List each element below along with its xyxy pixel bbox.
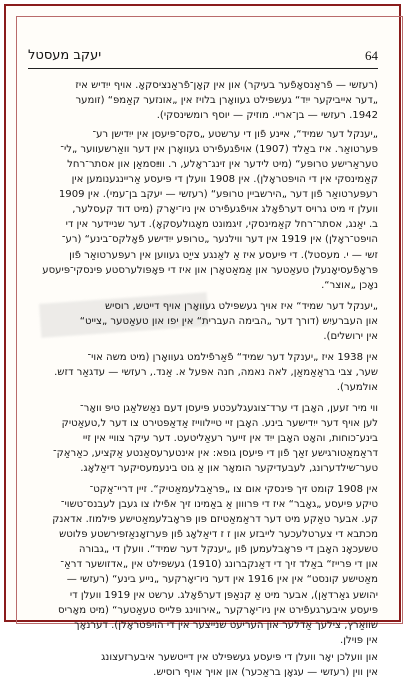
text-line: אין 1938 איז „יענקל דער שמיד“ פֿאַרפֿילמט געוואָרן (מיט משה אוי־ — [87, 351, 378, 363]
text-line: קאַמינסקי אין די הויפּטראָלן). אין 1908 וועלן די פּיעסע אַריינגענומען אין — [71, 174, 378, 186]
text-line: זשי — י. מעסטל). די פּיעסע איז אַ לאַנגע צייַט געווען אין רעפּערטואַר פֿון — [69, 249, 378, 261]
text-line: „דער אייביקער ייִד“ געשפּילט געוואָרן בלויז אין „אונזער קאַמפּ“ (זומער — [75, 95, 378, 107]
text-line: אין 1908 קומט זיך פּינסקי אום צו „פּראַבלעמאַטיק“. זיין דריי־אַקט־ — [89, 484, 378, 496]
text-line: פּראָפֿעסיאָנעלן טעאַטער און אַמאַטאָרן און איז די פּאָפּולערסטע פּינסקי־פּיעסע — [42, 264, 378, 276]
text-line: (רעזשי — פֿראַנסאָפֿער בעיקר) און אין קאָן־פֿראַנציסקאָ. אויף ייִדיש איז — [75, 80, 378, 91]
text-line: ב. יאַנג, אסתר־רחל קאַמינסקי, זיגמונט מאָגולעסקאָ). דער שניידער אין די — [65, 219, 378, 231]
text-line: און וועלכן יאָר וועלן די פּיעסע געשפּילט אין דייטשער איבערזעצונג — [101, 651, 378, 663]
text-line: נאָכן „אוצר“. — [321, 279, 378, 291]
text-line: יהושע גאַרדאַן), אבער מיט אַ קנאַפּן דערפֿאָלג. ערשט אין 1919 וועלן די — [69, 589, 378, 601]
text-line: אין ווין (רעזשי — עגאָן בראַכער) און אויך אויף רוסיש. — [153, 666, 378, 678]
text-line: רעפּערטואַר פֿון דער „הירשביין טרופּע“ (רעזשי — יעקב בן־עמי). אין 1909 — [58, 189, 378, 201]
text-line: טעראַרישע טרופּע“ (מיט לידער אין זינג־ראָלע, ר. ווײַסמאַן און אסתר־רחל — [67, 159, 378, 171]
text-line: מכתבא די צערטלעכער לייבזע און ז ז דיאַלאָג פֿון פּערזאָנאַזפּירשטע פּלוטש — [59, 529, 378, 541]
text-line: טער־שילדערונג, לעבעדיקער הומאָר און אַ גוט בינעמעסיקער דיאַלאָג. — [80, 463, 378, 475]
text-line: קע. אבער טאַקע מיט דער דראַמאַטיזם פּון פּראָבלעמאַטישע פּילמוז. אדאנק — [52, 514, 378, 526]
page-header — [28, 48, 378, 68]
text-line: לען אויף דער ייִדישער בינע. האָבן זיי טיילווייז אַדאַפּטירט צו דער ל‚טעאַטיק — [61, 417, 378, 429]
text-line: שער, צבי בראַאַמאַן, לאה נאמה, חנה אפּעל א. אַנד., רעזשי — עדגאַר דזש. — [54, 366, 378, 378]
page-content — [28, 48, 378, 678]
text-line: און העברעיִש (דורך דער „הבימה העברית“ אין יפו און טעאַטער „צייט“ — [79, 315, 378, 327]
text-line: אולמער). — [336, 381, 378, 393]
text-line: טיקע פּיעסע „גאָבר“ איז די פּרווון אַ באַמינו זיך אפֿילו צו געבן לעבנס־טשוי־ — [60, 499, 378, 511]
text-line: פּערטואַר. איז באַלד (1907) אויפֿגעפֿירט געוואָרן אין דער וואַרשעווער „לי־ — [60, 144, 378, 156]
text-line: „יענקל דער שמיד“, אײנע פֿון די ערשטע „סקס־פּיעסן אין ייִדישן רע־ — [92, 129, 378, 141]
body-text — [28, 78, 378, 678]
text-line: שוואַרץ, צילעך אַדלער און העריעט שנייצער אין די הויפּטראָלן). דערנאָך — [74, 619, 378, 631]
page-number: 64 — [365, 48, 378, 63]
text-line: בינע־כוחות, והאָט האָבן ייִד אין זייער רעאַליטעט. דער עיקר צוויי אין זיי — [82, 433, 378, 445]
text-line: פּיעסע איבערגעפֿירט אין ניו־יאָרקער „אירווינג פּלייס טעאַטער“ (מיט מאָריס — [58, 604, 378, 616]
text-line: דראַמאַטורגישע זאַך פֿון די פּיעסן גופא: אין אינטערעסאַנטע אַקציע, כאַראַק־ — [53, 448, 378, 460]
text-line: מאַטישע קונסט“ אין אין 1916 אין דער ניו־יאָרקער „נייע בינע“ (רעזשי — — [66, 574, 378, 586]
text-line: 1942. רעזשי — בן־אריי. מוזיק — יוסף רומשינסקי). — [156, 110, 378, 122]
running-head: יעקב מעסטל — [28, 48, 102, 63]
header-rule — [28, 68, 378, 69]
text-line: וועלן זי מיט גרויס דערפֿאָלג אויפֿגעפֿירט אין ניו־יאָרק (מיט דוד קעסלער, — [72, 204, 378, 216]
text-line: אין ירושלים). — [323, 330, 378, 342]
text-line: הויפּט־ראָלן) אין 1919 אין דער ווילנער „טרופּע ייִדישע פֿאָלקס־בינע“ (רע־ — [61, 234, 378, 246]
text-line: אין פּוילן. — [340, 634, 378, 646]
text-line: „יענקל דער שמיד“ איז אויך געשפּילט געוואָרן אויף דייטש, רוסיש — [104, 300, 378, 312]
text-line: און די פּרייז“ באַלד זיך די דאַנקברונג (1910) געשפּילט אין „אדזושער דראַ־ — [60, 559, 378, 571]
text-line: טשעכאָנ האָבן די פּראָבלעמען פֿון „יענקל דער שמיד“. וועלן די „גבורה — [78, 544, 378, 556]
text-line: ווי מיר זעען, האָבן די ערד־צוגעגלעכטע פּיעסן דעם נאַשלאַגן טיפּ וואָר־ — [80, 402, 378, 414]
